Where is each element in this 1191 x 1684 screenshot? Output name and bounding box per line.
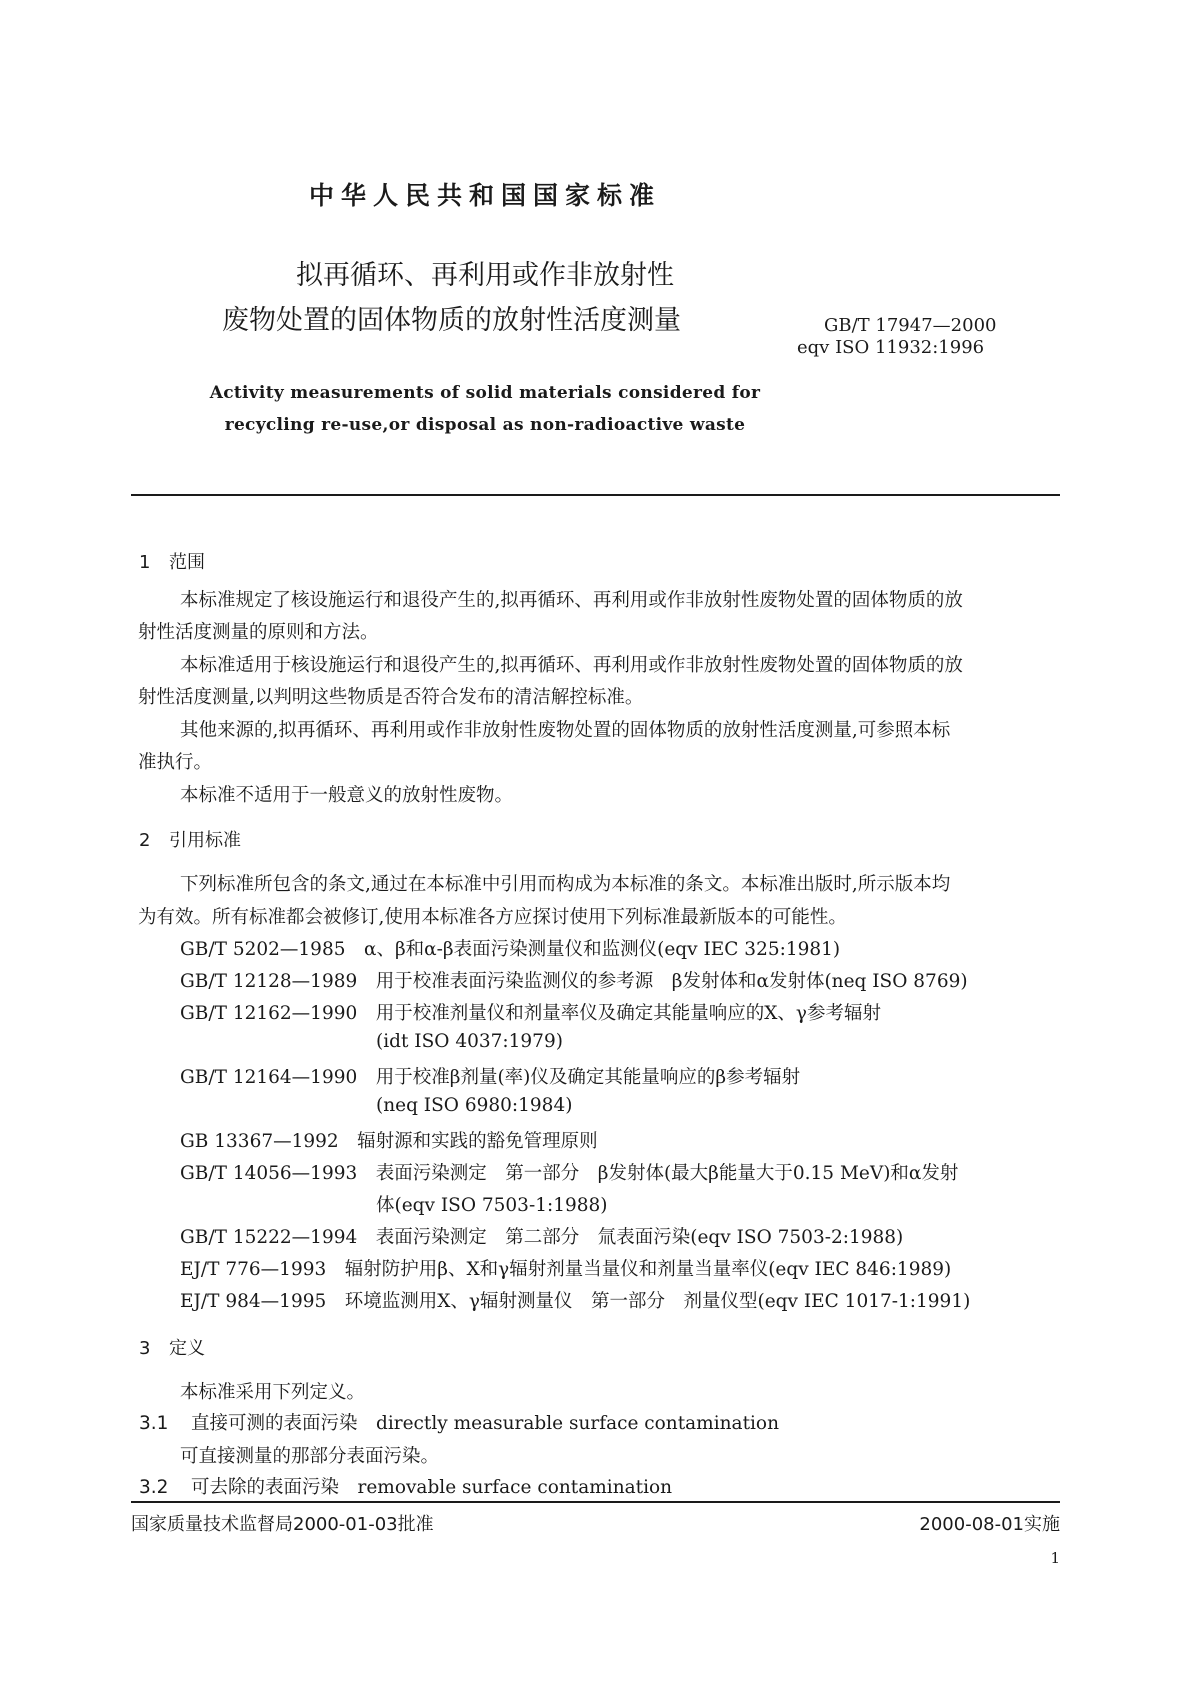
title-line-2: 废物处置的固体物质的放射性活度测量 bbox=[222, 305, 681, 336]
reference-entry: GB/T 14056—1993 表面污染测定 第一部分 β发射体(最大β能量大于0.15 MeV)和α发射 bbox=[180, 1163, 959, 1184]
section-1-heading bbox=[139, 548, 205, 574]
section-1-line: 其他来源的,拟再循环、再利用或作非放射性废物处置的固体物质的放射性活度测量,可参照本标 bbox=[180, 720, 951, 741]
reference-entry-continuation: (idt ISO 4037:1979) bbox=[376, 1031, 563, 1052]
section-3-number: 3 bbox=[139, 1338, 151, 1359]
reference-entry: GB/T 12164—1990 用于校准β剂量(率)仪及确定其能量响应的β参考辐射 bbox=[180, 1067, 801, 1088]
reference-entry: GB/T 12162—1990 用于校准剂量仪和剂量率仪及确定其能量响应的X、γ参考辐射 bbox=[180, 1003, 881, 1024]
english-title-line-2: recycling re-use,or disposal as non-radioactive waste bbox=[224, 415, 746, 435]
reference-entry: GB/T 15222—1994 表面污染测定 第二部分 氚表面污染(eqv ISO 7503-2:1988) bbox=[180, 1227, 904, 1248]
definition-3-1-number: 3.1 bbox=[139, 1413, 169, 1434]
section-1-line: 射性活度测量,以判明这些物质是否符合发布的清洁解控标准。 bbox=[138, 687, 644, 708]
definition-3-1 bbox=[139, 1409, 779, 1435]
approval-date: 国家质量技术监督局2000-01-03批准 bbox=[131, 1514, 434, 1535]
national-standard-heading: 中华人民共和国国家标准 bbox=[308, 181, 661, 210]
definition-3-1-term: 直接可测的表面污染 directly measurable surface contamination bbox=[191, 1413, 779, 1434]
section-3-intro: 本标准采用下列定义。 bbox=[180, 1382, 366, 1403]
definition-3-2-term: 可去除的表面污染 removable surface contamination bbox=[191, 1477, 673, 1498]
equivalence-label: eqv ISO 11932:1996 bbox=[797, 337, 985, 358]
reference-entry: EJ/T 776—1993 辐射防护用β、X和γ辐射剂量当量仪和剂量当量率仪(eqv IEC 846:1989) bbox=[180, 1259, 952, 1280]
section-1-line: 准执行。 bbox=[138, 752, 213, 773]
definition-3-2 bbox=[139, 1473, 672, 1499]
header-divider bbox=[131, 494, 1060, 496]
section-3-heading bbox=[139, 1334, 205, 1360]
page-number: 1 bbox=[1050, 1549, 1060, 1567]
definition-3-2-number: 3.2 bbox=[139, 1477, 169, 1498]
reference-entry: EJ/T 984—1995 环境监测用X、γ辐射测量仪 第一部分 剂量仪型(eqv IEC 1017-1:1991) bbox=[180, 1291, 971, 1312]
section-2-intro-line: 为有效。所有标准都会被修订,使用本标准各方应探讨使用下列标准最新版本的可能性。 bbox=[138, 907, 847, 928]
reference-entry-continuation: (neq ISO 6980:1984) bbox=[376, 1095, 573, 1116]
section-1-line: 本标准不适用于一般意义的放射性废物。 bbox=[180, 785, 514, 806]
section-1-title: 范围 bbox=[169, 552, 205, 573]
reference-entry: GB/T 5202—1985 α、β和α-β表面污染测量仪和监测仪(eqv IEC 325:1981) bbox=[180, 939, 841, 960]
section-2-heading bbox=[139, 826, 241, 852]
section-2-title: 引用标准 bbox=[169, 830, 241, 851]
standard-number: GB/T 17947—2000 bbox=[824, 315, 997, 336]
title-line-1: 拟再循环、再利用或作非放射性 bbox=[296, 260, 674, 291]
section-2-number: 2 bbox=[139, 830, 151, 851]
footer-divider bbox=[131, 1501, 1060, 1503]
section-1-line: 本标准规定了核设施运行和退役产生的,拟再循环、再利用或作非放射性废物处置的固体物质的放 bbox=[180, 590, 963, 611]
implementation-date: 2000-08-01实施 bbox=[919, 1514, 1060, 1535]
reference-entry-continuation: 体(eqv ISO 7503-1:1988) bbox=[376, 1195, 608, 1216]
section-3-title: 定义 bbox=[169, 1338, 205, 1359]
section-1-number: 1 bbox=[139, 552, 151, 573]
reference-entry: GB 13367—1992 辐射源和实践的豁免管理原则 bbox=[180, 1131, 598, 1152]
definition-3-1-description: 可直接测量的那部分表面污染。 bbox=[180, 1446, 440, 1467]
english-title-line-1: Activity measurements of solid materials considered for bbox=[209, 383, 761, 403]
section-2-intro-line: 下列标准所包含的条文,通过在本标准中引用而构成为本标准的条文。本标准出版时,所示版本均 bbox=[180, 874, 951, 895]
section-1-line: 射性活度测量的原则和方法。 bbox=[138, 622, 379, 643]
section-1-line: 本标准适用于核设施运行和退役产生的,拟再循环、再利用或作非放射性废物处置的固体物质的放 bbox=[180, 655, 963, 676]
reference-entry: GB/T 12128—1989 用于校准表面污染监测仪的参考源 β发射体和α发射体(neq ISO 8769) bbox=[180, 971, 968, 992]
